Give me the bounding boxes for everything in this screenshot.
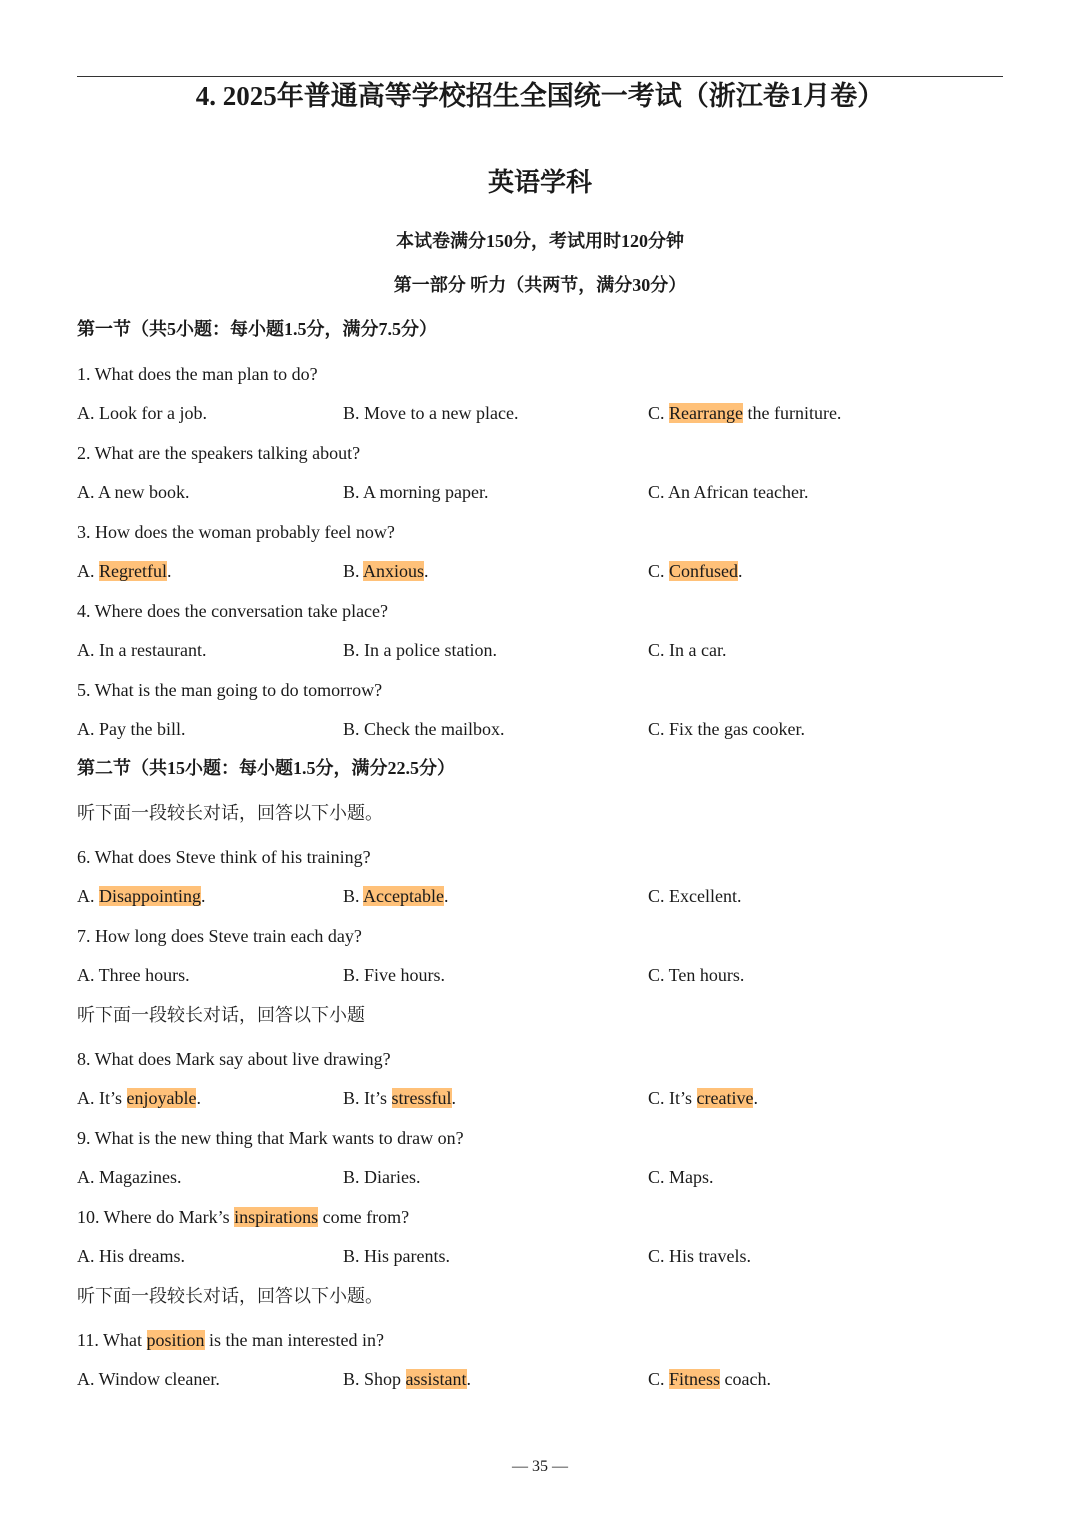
highlighted-word: assistant [405,1369,467,1389]
option-a [77,559,171,583]
option-suffix: . [738,561,743,581]
question-stem [77,1205,409,1229]
highlighted-word: Rearrange [669,403,743,423]
question-stem: 3. How does the woman probably feel now? [77,522,395,542]
listening-instruction: 听下面一段较长对话，回答以下小题。 [77,803,383,823]
highlighted-word: Acceptable [363,886,444,906]
option-prefix: A. [77,886,99,906]
question-stem: 2. What are the speakers talking about? [77,443,361,463]
option-a: A. Window cleaner. [77,1369,220,1389]
option-a [77,884,206,908]
highlighted-word: stressful [391,1088,452,1108]
option-prefix: A. It’s [77,1088,127,1108]
page-number: — 35 — [512,1458,568,1475]
exam-title: 4. 2025年普通高等学校招生全国统一考试（浙江卷1月卷） [195,81,885,111]
exam-info: 本试卷满分150分，考试用时120分钟 [396,231,684,251]
section-two-heading: 第二节（共15小题：每小题1.5分，满分22.5分） [77,758,455,778]
question-stem: 4. Where does the conversation take place? [77,601,389,621]
option-suffix: . [166,561,172,581]
question-stem: 5. What is the man going to do tomorrow? [77,680,383,700]
option-b: B. Five hours. [343,965,446,985]
option-prefix: B. [343,886,364,906]
option-prefix: B. It’s [343,1088,392,1108]
option-b: B. Check the mailbox. [343,719,505,739]
option-b: B. His parents. [343,1246,450,1266]
highlighted-word: enjoyable [126,1088,197,1108]
option-prefix: A. [77,561,99,581]
option-suffix: . [466,1369,472,1389]
option-b: B. In a police station. [343,640,497,660]
option-a [77,1086,201,1110]
stem-suffix: is the man interested in? [204,1330,384,1350]
option-suffix: the furniture. [742,403,842,423]
stem-prefix: 10. Where do Mark’s [77,1207,235,1227]
option-c: C. An African teacher. [648,482,809,502]
option-a: A. A new book. [77,482,190,502]
option-a: A. Pay the bill. [77,719,186,739]
option-suffix: . [443,886,449,906]
option-a: A. Magazines. [77,1167,182,1187]
subject-title: 英语学科 [487,168,592,197]
option-prefix: C. [648,403,670,423]
listening-instruction: 听下面一段较长对话，回答以下小题。 [77,1286,383,1306]
header-rule [77,76,1003,77]
option-prefix: C. [648,1369,670,1389]
option-c [648,1367,771,1391]
question-stem: 8. What does Mark say about live drawing? [77,1049,391,1069]
option-a: A. Look for a job. [77,403,207,423]
question-stem [77,1328,384,1352]
highlighted-word: position [146,1330,205,1350]
option-prefix: C. It’s [648,1088,697,1108]
option-b [343,559,429,583]
option-c: C. Ten hours. [648,965,745,985]
option-c: C. In a car. [648,640,727,660]
option-c [648,401,841,425]
question-stem: 9. What is the new thing that Mark wants to draw on? [77,1128,464,1148]
option-suffix: . [424,561,429,581]
highlighted-word: Regretful [99,561,167,581]
option-c [648,1086,758,1110]
option-b [343,1086,456,1110]
stem-prefix: 11. What [77,1330,147,1350]
option-c: C. Excellent. [648,886,742,906]
option-suffix: . [451,1088,457,1108]
option-b: B. A morning paper. [343,482,489,502]
highlighted-word: inspirations [234,1207,319,1227]
question-stem: 7. How long does Steve train each day? [77,926,362,946]
listening-instruction: 听下面一段较长对话，回答以下小题 [77,1005,365,1025]
option-c [648,559,743,583]
highlighted-word: Confused [669,561,739,581]
option-prefix: B. Shop [343,1369,406,1389]
option-suffix: . [196,1088,201,1108]
highlighted-word: Disappointing [99,886,201,906]
option-c: C. Maps. [648,1167,714,1187]
option-prefix: B. [343,561,364,581]
question-stem: 1. What does the man plan to do? [77,364,318,384]
option-a: A. Three hours. [77,965,190,985]
option-prefix: C. [648,561,670,581]
option-b [343,1367,471,1391]
option-b: B. Move to a new place. [343,403,519,423]
section-one-heading: 第一节（共5小题：每小题1.5分，满分7.5分） [77,319,437,339]
part-one-heading: 第一部分 听力（共两节，满分30分） [393,275,687,295]
highlighted-word: Fitness [669,1369,721,1389]
option-b: B. Diaries. [343,1167,421,1187]
question-stem: 6. What does Steve think of his training? [77,847,371,867]
option-suffix: . [201,886,206,906]
option-suffix: . [753,1088,758,1108]
stem-suffix: come from? [318,1207,410,1227]
option-suffix: coach. [720,1369,771,1389]
highlighted-word: Anxious [363,561,425,581]
option-c: C. Fix the gas cooker. [648,719,805,739]
option-b [343,884,448,908]
option-a: A. His dreams. [77,1246,185,1266]
option-a: A. In a restaurant. [77,640,207,660]
option-c: C. His travels. [648,1246,751,1266]
highlighted-word: creative [696,1088,754,1108]
